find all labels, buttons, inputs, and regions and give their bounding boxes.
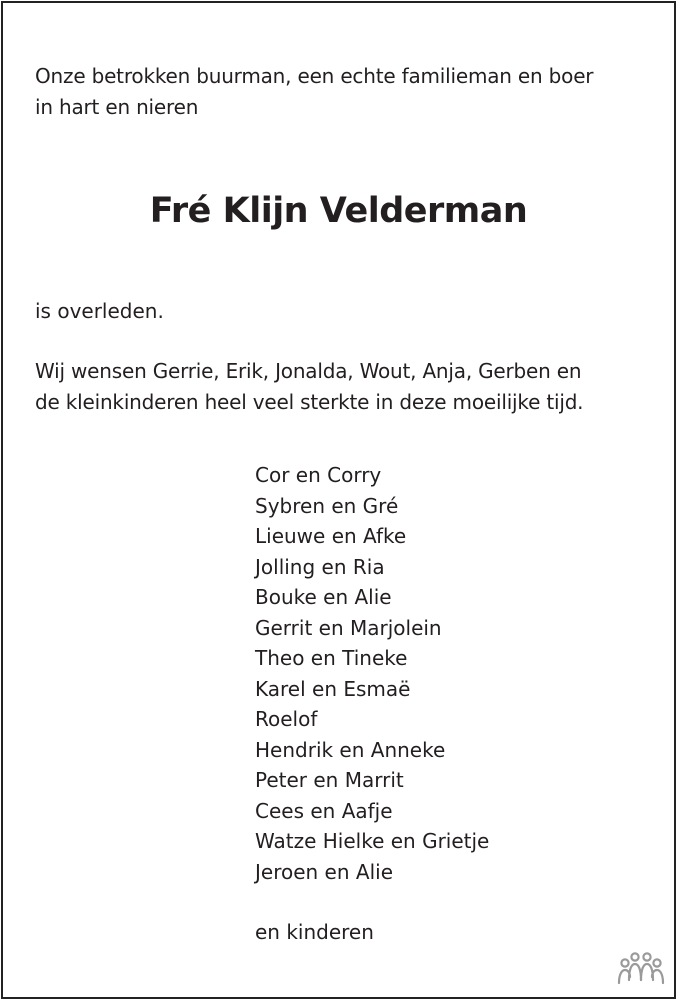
deceased-statement: is overleden. [35, 299, 164, 323]
signatory-item: Karel en Esmaë [255, 676, 411, 701]
signatory-item: Sybren en Gré [255, 493, 399, 518]
signatory-item: Hendrik en Anneke [255, 737, 446, 762]
deceased-name: Fré Klijn Velderman [149, 191, 528, 231]
signatory-item: Lieuwe en Afke [255, 524, 407, 548]
signatory-item: Gerrit en Marjolein [255, 615, 442, 640]
signatory-item: Roelof [255, 707, 318, 731]
signatories-list [255, 460, 489, 887]
signatory-item: Watze Hielke en Grietje [255, 829, 490, 853]
obituary-card [1, 1, 676, 999]
signatory-item: Jolling en Ria [255, 554, 385, 579]
condolence-text [35, 356, 655, 418]
condolence-line-2: de kleinkinderen heel veel sterkte in deze moeilijke tijd. [35, 390, 584, 414]
signatory-item: Bouke en Alie [255, 585, 392, 609]
signatory-item: Peter en Marrit [255, 768, 404, 792]
intro-text [35, 61, 655, 123]
signatory-item: Jeroen en Alie [255, 859, 393, 884]
intro-line-1: Onze betrokken buurman, een echte familieman en boer [35, 64, 594, 88]
signatory-item: Theo en Tineke [255, 646, 408, 670]
signatory-item: Cor en Corry [255, 463, 382, 487]
children-line: en kinderen [255, 920, 374, 944]
condolence-line-1: Wij wensen Gerrie, Erik, Jonalda, Wout, Anja, Gerben en [35, 359, 582, 383]
intro-line-2: in hart en nieren [35, 95, 199, 119]
people-group-icon [616, 947, 666, 987]
signatory-item: Cees en Aafje [255, 798, 393, 823]
